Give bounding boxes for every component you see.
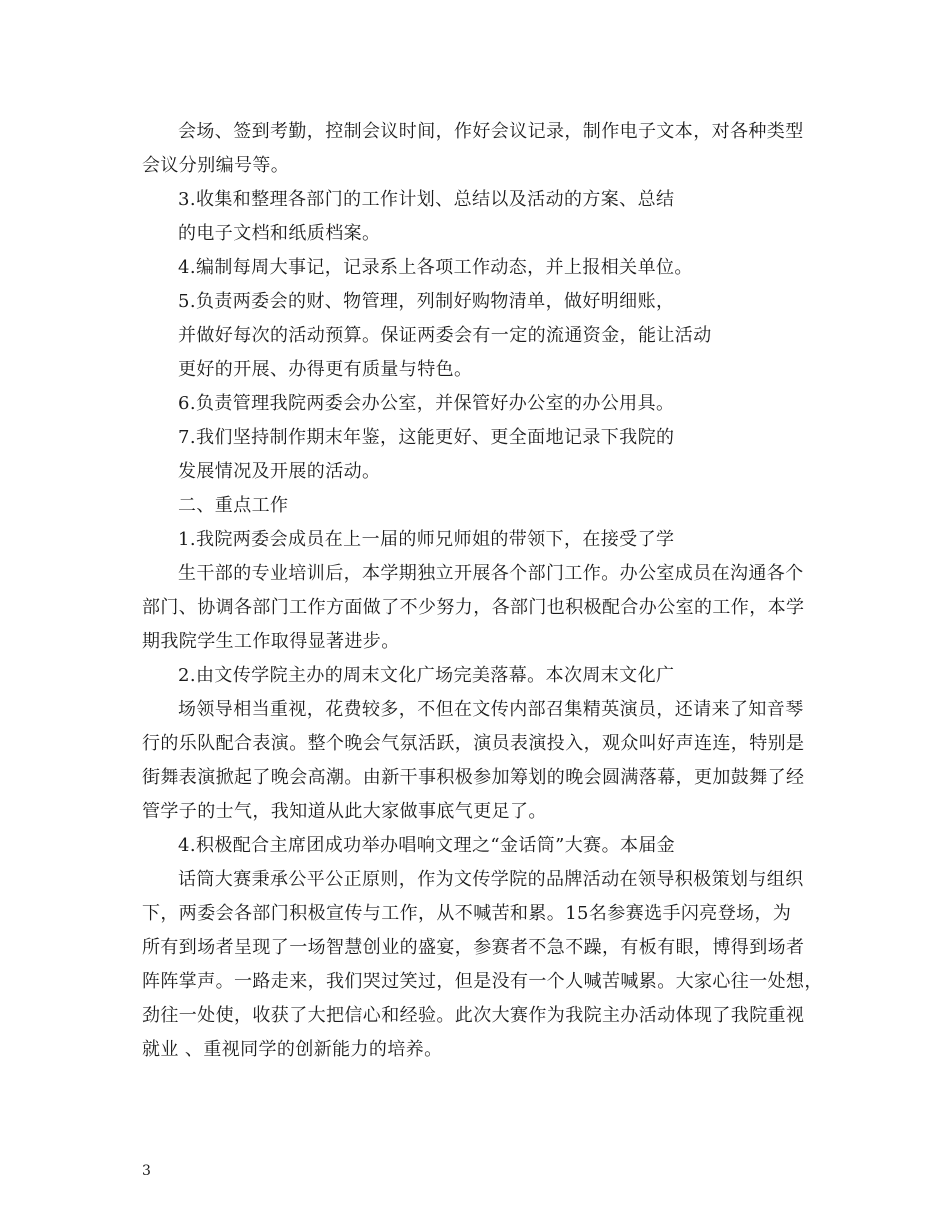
text-line: 5.负责两委会的财、物管理，列制好购物清单，做好明细账， (178, 291, 675, 312)
text-line: 部门、协调各部门工作方面做了不少努力，各部门也积极配合办公室的工作，本学 (142, 597, 805, 618)
text-line: 管学子的士气，我知道从此大家做事底气更足了。 (142, 801, 547, 822)
text-line: 2.由文传学院主办的周末文化广场完美落幕。本次周末文化广 (178, 665, 675, 686)
text-line: 发展情况及开展的活动。 (178, 461, 381, 482)
text-line: 会场、签到考勤，控制会议时间，作好会议记录，制作电子文本，对各种类型 (178, 121, 804, 142)
text-line: 所有到场者呈现了一场智慧创业的盛宴，参赛者不急不躁，有板有眼，博得到场者 (142, 937, 805, 958)
text-line: 的电子文档和纸质档案。 (178, 223, 381, 244)
text-line: 劲往一处使，收获了大把信心和经验。此次大赛作为我院主办活动体现了我院重视 (142, 1005, 805, 1026)
text-line: 下，两委会各部门积极宣传与工作，从不喊苦和累。15名参赛选手闪亮登场，为 (142, 903, 792, 924)
section-heading: 二、重点工作 (178, 495, 289, 516)
text-line: 会议分别编号等。 (142, 155, 290, 176)
text-line: 生干部的专业培训后，本学期独立开展各个部门工作。办公室成员在沟通各个 (178, 563, 804, 584)
text-line: 街舞表演掀起了晚会高潮。由新干事积极参加筹划的晚会圆满落幕，更加鼓舞了经 (142, 767, 805, 788)
text-line: 阵阵掌声。一路走来，我们哭过笑过，但是没有一个人喊苦喊累。大家心往一处想， (142, 971, 823, 992)
text-line: 行的乐队配合表演。整个晚会气氛活跃，演员表演投入，观众叫好声连连，特别是 (142, 733, 805, 754)
text-line: 6.负责管理我院两委会办公室，并保管好办公室的办公用具。 (178, 393, 675, 414)
text-line: 期我院学生工作取得显著进步。 (142, 631, 400, 652)
text-line: 场领导相当重视，花费较多，不但在文传内部召集精英演员，还请来了知音琴 (178, 699, 804, 720)
text-line: 就业 、重视同学的创新能力的培养。 (142, 1039, 443, 1060)
text-line: 7.我们坚持制作期末年鉴，这能更好、更全面地记录下我院的 (178, 427, 675, 448)
text-line: 4.编制每周大事记，记录系上各项工作动态，并上报相关单位。 (178, 257, 693, 278)
text-line: 并做好每次的活动预算。保证两委会有一定的流通资金，能让活动 (178, 325, 712, 346)
text-line: 1.我院两委会成员在上一届的师兄师姐的带领下，在接受了学 (178, 529, 675, 550)
text-line: 话筒大赛秉承公平公正原则，作为文传学院的品牌活动在领导积极策划与组织 (178, 869, 804, 890)
text-line: 3.收集和整理各部门的工作计划、总结以及活动的方案、总结 (178, 189, 675, 210)
text-line: 4.积极配合主席团成功举办唱响文理之“金话筒”大赛。本届金 (178, 835, 676, 856)
page-number: 3 (142, 1163, 151, 1179)
text-line: 更好的开展、办得更有质量与特色。 (178, 359, 473, 380)
